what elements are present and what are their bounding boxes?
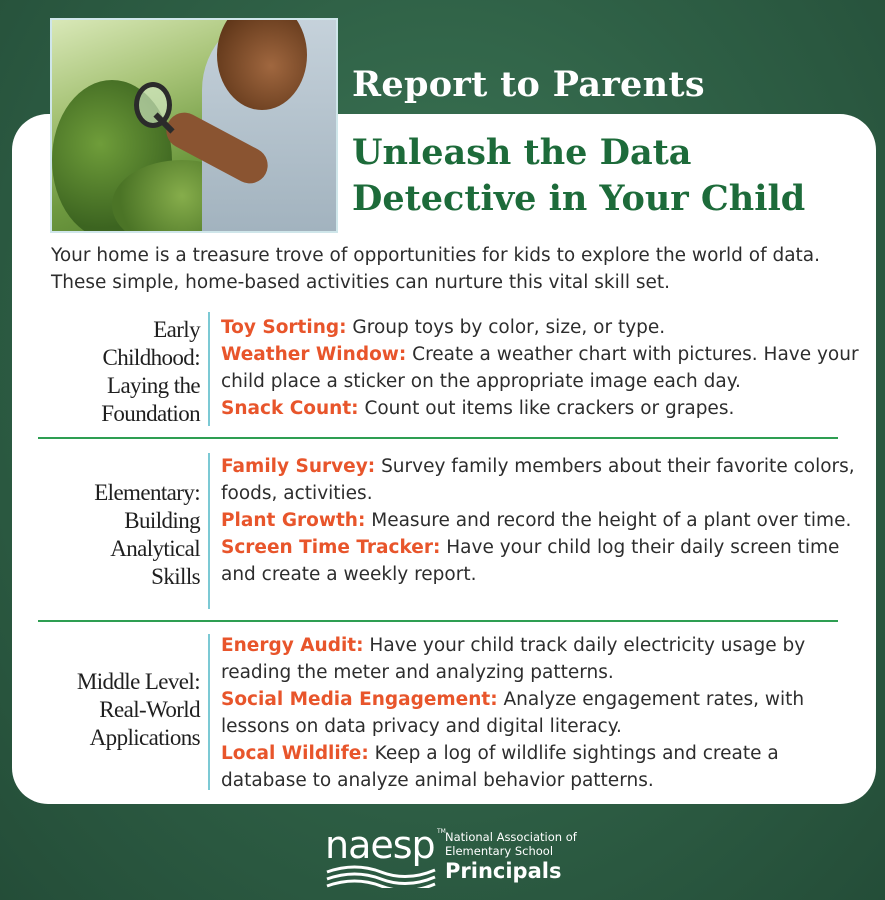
list-item: Toy Sorting: Group toys by color, size, or type. (221, 317, 666, 338)
logo-wordmark: naesp (325, 823, 435, 867)
list-item: Energy Audit: Have your child track daily electricity usage by reading the meter and analyzing patterns. (221, 635, 806, 683)
magnifying-glass-child-photo (50, 18, 338, 233)
section-divider (38, 437, 838, 439)
stage-label: Early Childhood: Laying the Foundation (101, 317, 200, 426)
stage-label: Elementary: Building Analytical Skills (94, 480, 200, 589)
trademark-mark: TM (437, 828, 446, 835)
list-item: Social Media Engagement: Analyze engagement rates, with lessons on data privacy and digital literacy. (221, 689, 805, 737)
report-title: Report to Parents (352, 64, 705, 105)
section-rule (208, 312, 210, 426)
stage-label: Middle Level: Real-World Applications (76, 669, 200, 750)
org-name-line2: Elementary School (445, 844, 554, 858)
list-item: Plant Growth: Measure and record the height of a plant over time. (221, 510, 852, 531)
org-name-line3: Principals (445, 859, 562, 883)
activity-list (221, 632, 861, 794)
list-item: Snack Count: Count out items like crackers or grapes. (221, 398, 735, 419)
section-rule (208, 634, 210, 790)
logo-wave-icon (325, 864, 437, 888)
section-rule (208, 453, 210, 609)
intro-paragraph: Your home is a treasure trove of opportunities for kids to explore the world of data. These simple, home-based activities can nurture this vital skill set. (51, 245, 821, 293)
section-divider (38, 620, 838, 622)
naesp-logo (325, 823, 585, 890)
list-item: Family Survey: Survey family members about their favorite colors, foods, activities. (221, 456, 855, 504)
headline: Unleash the Data Detective in Your Child (352, 132, 806, 219)
list-item: Local Wildlife: Keep a log of wildlife sightings and create a database to analyze animal behavior patterns. (221, 743, 779, 791)
activity-list (221, 314, 861, 422)
activity-list (221, 453, 861, 588)
list-item: Screen Time Tracker: Have your child log their daily screen time and create a weekly report. (221, 537, 840, 585)
org-name-line1: National Association of (445, 830, 577, 844)
list-item: Weather Window: Create a weather chart with pictures. Have your child place a sticker on the appropriate image each day. (221, 344, 859, 392)
